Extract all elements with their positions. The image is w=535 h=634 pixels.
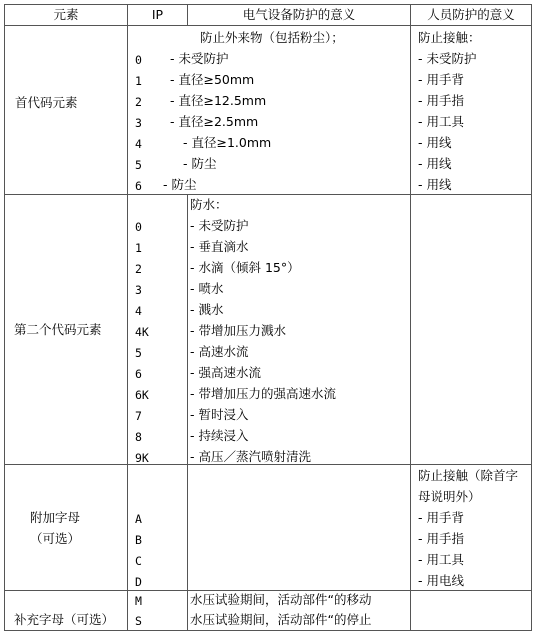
row2-label: 第二个代码元素 bbox=[14, 322, 102, 337]
header-person-protection: 人员防护的意义 bbox=[427, 7, 515, 22]
row2-code: 1 bbox=[135, 241, 142, 255]
row2-code: 8 bbox=[135, 430, 142, 444]
row1-person-item: - 用手背 bbox=[418, 72, 464, 87]
row3-code: C bbox=[135, 554, 142, 568]
row1-code: 6 bbox=[135, 179, 142, 193]
row2-code: 9K bbox=[135, 451, 149, 465]
row1-code: 5 bbox=[135, 158, 142, 172]
row4-code: M bbox=[135, 594, 142, 608]
row3-label-cell bbox=[4, 464, 128, 591]
row1-person-item: - 未受防护 bbox=[418, 51, 477, 66]
row1-equipment-item: - 直径≥1.0mm bbox=[183, 135, 272, 150]
row2-equipment-item: - 未受防护 bbox=[190, 218, 249, 233]
row4-equipment-item: 水压试验期间，活动部件“的停止 bbox=[190, 612, 372, 627]
row4-code: S bbox=[135, 614, 142, 628]
row1-equipment-item: - 直径≥50mm bbox=[170, 72, 255, 87]
row3-person-item: - 用工具 bbox=[418, 552, 464, 567]
row2-equipment-item: - 水滴（倾斜 15°） bbox=[190, 260, 300, 275]
row3-person-item: - 用手背 bbox=[418, 510, 464, 525]
header-ip: IP bbox=[151, 7, 164, 22]
row1-code: 1 bbox=[135, 74, 142, 88]
row2-equipment-item: - 喷水 bbox=[190, 281, 224, 296]
row1-person-item: - 用线 bbox=[418, 156, 452, 171]
row2-code: 6 bbox=[135, 367, 142, 381]
row2-code: 7 bbox=[135, 409, 142, 423]
header-equipment-protection: 电气设备防护的意义 bbox=[242, 7, 356, 22]
row2-code: 5 bbox=[135, 346, 142, 360]
row1-code: 0 bbox=[135, 53, 142, 67]
row3-person-heading-line2: 母说明外） bbox=[418, 489, 481, 504]
row2-equipment-item: - 带增加压力的强高速水流 bbox=[190, 386, 336, 401]
row1-person-item: - 用线 bbox=[418, 177, 452, 192]
row1-person-item: - 用手指 bbox=[418, 93, 464, 108]
row1-person-heading: 防止接触： bbox=[418, 30, 481, 45]
row1-person-item: - 用线 bbox=[418, 135, 452, 150]
row2-equipment-item: - 高压／蒸汽喷射清洗 bbox=[190, 449, 311, 464]
row3-ip-cell bbox=[127, 464, 188, 591]
header-element: 元素 bbox=[53, 7, 79, 22]
row3-label-line1: 附加字母 bbox=[30, 510, 81, 525]
row2-equipment-item: - 高速水流 bbox=[190, 344, 249, 359]
row2-code: 4 bbox=[135, 304, 142, 318]
row1-equipment-heading: 防止外来物（包括粉尘）； bbox=[200, 30, 344, 45]
row3-code: B bbox=[135, 533, 142, 547]
row2-equipment-item: - 溅水 bbox=[190, 302, 224, 317]
row1-person-item: - 用工具 bbox=[418, 114, 464, 129]
row3-label-line2: （可选） bbox=[30, 531, 81, 546]
row3-person-heading-line1: 防止接触（除首字 bbox=[418, 468, 519, 483]
row4-person-cell bbox=[410, 590, 532, 631]
row3-code: A bbox=[135, 512, 142, 526]
row3-person-item: - 用手指 bbox=[418, 531, 464, 546]
row1-equipment-item: - 防尘 bbox=[163, 177, 197, 192]
row2-equipment-item: - 暂时浸入 bbox=[190, 407, 249, 422]
row4-equipment-item: 水压试验期间，活动部件“的移动 bbox=[190, 592, 372, 607]
row2-equipment-item: - 强高速水流 bbox=[190, 365, 261, 380]
row3-equipment-cell bbox=[187, 464, 411, 591]
row1-code: 2 bbox=[135, 95, 142, 109]
row3-code: D bbox=[135, 575, 142, 589]
row2-equipment-heading: 防水： bbox=[190, 197, 228, 212]
row1-code: 3 bbox=[135, 116, 142, 130]
row2-code: 6K bbox=[135, 388, 149, 402]
row2-equipment-item: - 持续浸入 bbox=[190, 428, 249, 443]
row2-code: 4K bbox=[135, 325, 149, 339]
row2-code: 2 bbox=[135, 262, 142, 276]
row1-label: 首代码元素 bbox=[15, 95, 78, 110]
row1-equipment-item: - 未受防护 bbox=[170, 51, 229, 66]
row3-person-item: - 用电线 bbox=[418, 573, 464, 588]
row2-person-cell bbox=[410, 194, 532, 465]
row2-code: 0 bbox=[135, 220, 142, 234]
row1-equipment-item: - 直径≥2.5mm bbox=[170, 114, 259, 129]
row2-equipment-item: - 垂直滴水 bbox=[190, 239, 249, 254]
row1-code: 4 bbox=[135, 137, 142, 151]
row4-label: 补充字母（可选） bbox=[14, 612, 115, 627]
row2-code: 3 bbox=[135, 283, 142, 297]
row1-equipment-item: - 直径≥12.5mm bbox=[170, 93, 267, 108]
row2-equipment-item: - 带增加压力溅水 bbox=[190, 323, 286, 338]
row1-equipment-item: - 防尘 bbox=[183, 156, 217, 171]
